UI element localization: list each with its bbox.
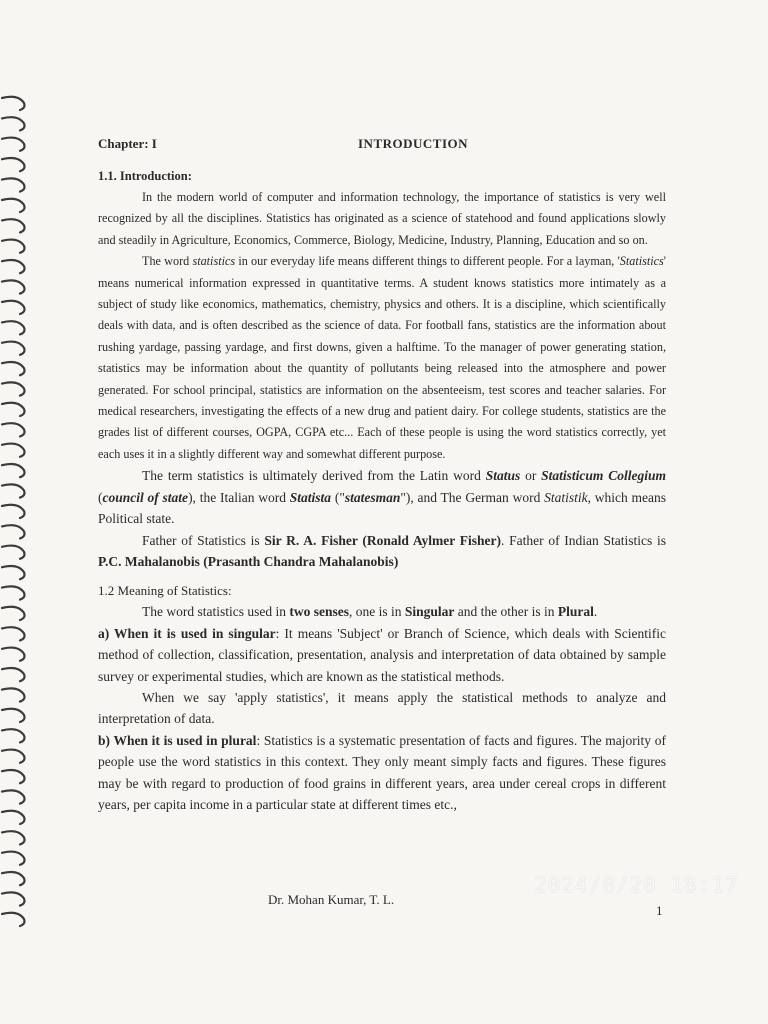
spiral-coil — [2, 362, 25, 375]
spiral-binding — [0, 90, 36, 930]
spiral-coil — [2, 280, 25, 293]
spiral-coil — [2, 342, 25, 355]
spiral-coil — [2, 648, 25, 661]
spiral-coil — [2, 750, 25, 763]
apply-statistics-paragraph: When we say 'apply statistics', it means apply the statistical methods to analyze and interpretation of data. — [98, 689, 666, 727]
two-senses-paragraph: The word statistics used in two senses, one is in Singular and the other is in Plural. — [142, 604, 598, 620]
spiral-coil — [2, 668, 25, 681]
spiral-coil — [2, 729, 25, 742]
spiral-coil — [2, 138, 25, 151]
chapter-title: INTRODUCTION — [358, 136, 469, 151]
spiral-coil — [2, 321, 25, 334]
spiral-coil — [2, 423, 25, 436]
timestamp-stamp: 2024/8/20 18:17 — [534, 873, 739, 897]
spiral-coil — [2, 240, 25, 253]
spiral-coil — [2, 546, 25, 559]
document-page — [98, 136, 666, 815]
spiral-coil — [2, 790, 25, 803]
spiral-coil — [2, 505, 25, 518]
spiral-coil — [2, 260, 25, 273]
spiral-coil — [2, 627, 25, 640]
spiral-coil — [2, 484, 25, 497]
word-statistics-paragraph: The word statistics in our everyday life means different things to different people. For a layman, 'Statistics' means numerical information expressed in quantitative terms. A student knows statistics more intimately as a subject of study like economics, mathematics, chemistry, physics and others. It is a discipline, which scientifically deals with data, and is often described as the science of data. For football fans, statistics are the information about rushing yardage, passing yardage, and first downs, given a halftime. To the manager of power generating station, statistics may be information about the quantity of pollutants being released into the atmosphere and power generated. For school principal, statistics are information on the absenteeism, test scores and teacher salaries. For medical researchers, investigating the effects of a new drug and patient dairy. For college students, statistics are the grades list of different courses, OGPA, CGPA etc... Each of these people is using the word statistics correctly, yet each uses it in a slightly different way and somewhat different purpose. — [98, 254, 666, 461]
spiral-coil — [2, 403, 25, 416]
page-header — [98, 136, 666, 158]
spiral-coil — [2, 852, 25, 865]
plural-paragraph: b) When it is used in plural: Statistics is a systematic presentation of facts and figures. The majority of people use the word statistics in this context. They only meant simply facts and figures. These figures may be with regard to production of food grains in different years, area under cereal crops in different years, per capita income in a particular state at different times etc., — [98, 732, 666, 812]
spiral-coil — [2, 199, 25, 212]
spiral-coil — [2, 811, 25, 824]
section-heading-1-1: 1.1. Introduction: — [98, 169, 192, 183]
spiral-coil — [2, 382, 25, 395]
spiral-coil — [2, 464, 25, 477]
spiral-coil — [2, 688, 25, 701]
spiral-coil — [2, 872, 25, 885]
spiral-coil — [2, 892, 25, 905]
singular-paragraph: a) When it is used in singular: It means 'Subject' or Branch of Science, which deals with Scientific method of collection, classification, presentation, analysis and interpretation of data obtained by sample survey or experimental studies, which are known as the statistical methods. — [98, 625, 666, 684]
spiral-coil — [2, 709, 25, 722]
etymology-paragraph: The term statistics is ultimately derived from the Latin word Status or Statisticum Collegium (council of state), the Italian word Statista ("statesman"), and The German word Statistik, which means Political state. — [98, 468, 667, 527]
spiral-coil — [2, 525, 25, 538]
section-heading-1-2: 1.2 Meaning of Statistics: — [98, 583, 232, 599]
fathers-paragraph: Father of Statistics is Sir R. A. Fisher (Ronald Aylmer Fisher). Father of Indian Statistics is P.C. Mahalanobis (Prasanth Chandra Mahalanobis) — [98, 532, 667, 569]
spiral-coil — [2, 770, 25, 783]
spiral-coil — [2, 301, 25, 314]
page-number: 1 — [656, 903, 663, 918]
spiral-coil — [2, 178, 25, 191]
spiral-coil — [2, 607, 25, 620]
spiral-coil — [2, 566, 25, 579]
spiral-coil — [2, 219, 25, 232]
spiral-coil — [2, 913, 25, 926]
spiral-coil — [2, 831, 25, 844]
footer-author: Dr. Mohan Kumar, T. L. — [268, 892, 395, 907]
spiral-coil — [2, 158, 25, 171]
chapter-label: Chapter: I — [98, 136, 157, 151]
spiral-coil — [2, 97, 25, 110]
spiral-coil — [2, 117, 25, 130]
spiral-coil — [2, 444, 25, 457]
intro-paragraph: In the modern world of computer and information technology, the importance of statistics is very well recognized by all the disciplines. Statistics has originated as a science of statehood and found applications slowly and steadily in Agriculture, Economics, Commerce, Biology, Medicine, Industry, Planning, Education and so on. — [98, 190, 666, 247]
spiral-coil — [2, 586, 25, 599]
